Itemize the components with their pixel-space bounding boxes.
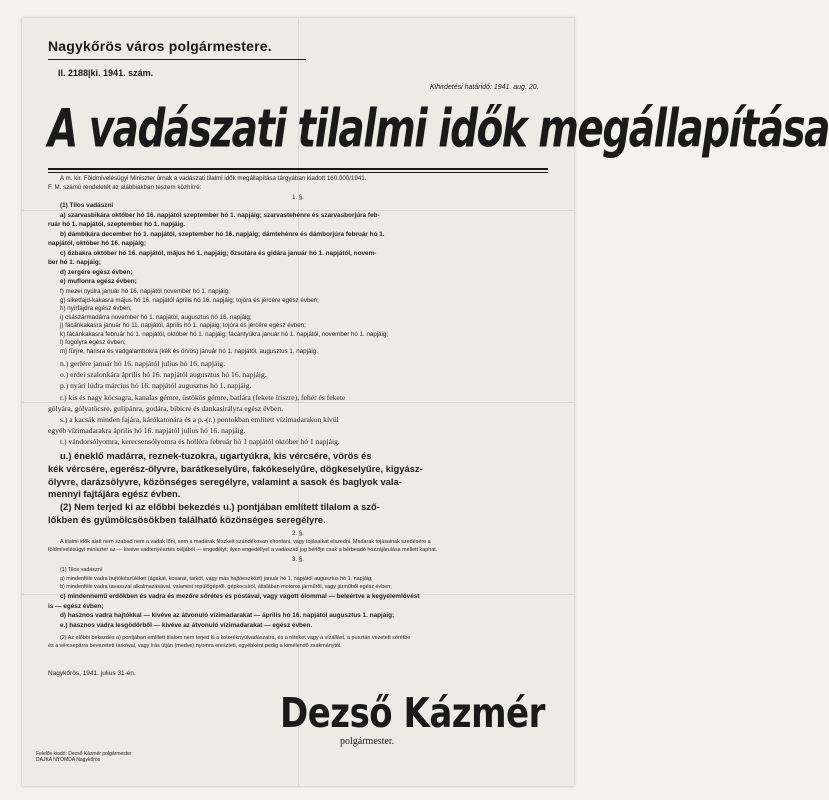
headline-rule-bottom (48, 172, 548, 173)
section-1-large-list: u.) éneklő madárra, reznek-tuzokra, ugartyúkra, kis vércsére, vörös és kék vércsére, egerész-ölyvre, barátkeselyűre, fakókeselyűre, dögkeselyűre, kigyász- ölyvre, darázsölyvre, közönséges seregélyre, valamint a sasok és baglyok vala- mennyi fajtájára egész évben. (2) Nem terjed ki az előbbi bekezdés u.) pontjában említett tilalom a sző- lőkben és gyümölcsösökben található közönséges seregélyre. (48, 450, 423, 525)
intro-text: A m. kir. Földmívelésügyi Miniszter úrnak a vadászati tilalmi idők megállapítása tárgyában kiadott 160.000/1941. F. M. számú rendeletét az alábbiakban teszem közhírré: (48, 175, 367, 191)
section-3-bold-list: c) mindennemű erdőkben és vadra és mezőre sőrétes és póstával, vagy vágott ólommal — beleértve a kegyelemlövést is — egész évben; d) hasznos vadra hajtókkal — kivéve az átvonuló vízimadarakat — április hó 16. napjától augusztus 1. napjáig; e.) hasznos vadra lesgödörből — kivéve az átvonuló vízimadarakat — egész évben. (48, 593, 420, 629)
reference-number: II. 2188|ki. 1941. szám. (58, 68, 154, 78)
issuing-office: Nagykőrös város polgármestere. (48, 38, 272, 54)
section-1-mid-list: n.) gerlére január hó 16. napjától julius hó 16. napjáig. o.) erdei szalonkára április hó 16. napjától augusztus hó 16. napjáig. p.) nyári lúdra március hó 16. napjától augusztus hó 1. napjáig. r.) kis és nagy kócsagra, kanalas gémre, üstökös gémre, batlára (fekete íriszre), fehér és fekete gólyára, gólyatöcsre, gulipánra, godára, bibicre és dankasirályra egész évben. s.) a kacsák minden fajára, kárókatonára és a p.-(r.) pontokban említett vízimadarakon kívül egyéb vízimadarakra április hó 16. napjától julius hó 16. napjáig. t.) vándorsólyomra, kerecsensólyomra és hollóra február hó 1 napjától október hó 1 napjáig. (48, 359, 346, 447)
poster-sheet (22, 18, 829, 786)
place-and-date: Nagykőrös, 1941. julius 31-én. (48, 670, 136, 677)
section-2-text: A tilalmi idők alatt nem szabad nem a vadak lőni, sem a madárak fészkeit szándékosan elrontani, vagy tojásaikat elszedni. Madarak tojásainak szedésére a földmívelésügyi miniszter az — kivéve vadtenyésztés céljából — engedélyt; ilyen engedéllyel a vadászati jog bérlője csak a bérbeadó hozzájárulása mellett kaphat. (48, 539, 438, 553)
section-3-note: (2) Az előbbi bekezdés a) pontjában említett tilalom nem terjed ki a kotoréknyúlvadászatra, és a réteket vagy a vízállást, a pusztán vezetett sörétbe és a vércsepárra bevezetett tarkóval, vagy írás útján (medve) nyomra ereszteti, egyébként pedig a kimélendő zsákmánytól. (48, 635, 411, 649)
section-3-heading: 3. §. (292, 557, 304, 563)
section-1-heading: 1. §. (292, 195, 304, 201)
announcement-deadline: Kihirdetési határidő: 1941. aug. 20. (430, 84, 539, 91)
section-2-heading: 2. §. (292, 531, 304, 537)
headline-rule-top (48, 168, 548, 170)
signatory-name: Dezső Kázmér (280, 690, 545, 738)
section-1-bold-list: (1) Tilos vadászni a) szarvasbikára október hó 16. napjától szeptember hó 1. napjáig; szarvastehénre és szarvasborjúra feb- ruár hó 1. napjától, szeptember hó 1. napjáig. b) dámbikára december hó 1. napjától, szeptember hó 16. napjáig; dámtehénre és dámborjúra február hó 1. napjától, október hó 16. napjáig; c) őzbakra október hó 16. napjától, május hó 1. napjáig; őzsutára és gidára január hó 1. napjától, novem- ber hó 1. napjáig; d) zergére egész évben; e) muflonra egész évben; (48, 202, 385, 285)
office-underline (48, 59, 306, 60)
printer-imprint: Felelős kiadó: Dezső Kázmér polgármester DAJKA NYOMDA Nagykőrös (36, 751, 132, 763)
section-3-small-list: (1) Tilos vadászni a) mindenféle vadra bujtókészüléket (ágakat, kosarat, tarkót, vagy más hajtóeszközt) január hó 1. napjától augusztus hó 1. napjáig; b) mindenféle vadra tavasszal alkalmazásával, valamint repülőgépről, gépkocsiról, általában motoros járműről, vagy járműből egész évben; (60, 567, 392, 590)
poster-headline: A vadászati tilalmi idők megállapítása (48, 99, 829, 161)
signatory-title: polgármester. (340, 736, 395, 747)
section-1-small-list: f) mezei nyúlra január hó 16. napjától november hó 1. napjáig; g) siketfajd-kakasra május hó 16. napjától április hó 16. napjáig; tojóra és jércére egész évben; h) nyírfajdra egész évben; i) császármadárra november hó 1. napjától, augusztus hó 16. napjáig; j) fácánkakasra január hó 11. napjától, április hó 1. napjáig; tojóra és jércére egész évben; k) fácánkakasra február hó 1. napjától, október hó 1. napjáig; fácántyúkra január hó 1. napjától, november hó 1. napjáig; l) fogolyra egész évben; m) fürjre, harisra és vadgalambokra (kék és örvös) január hó 1. napjától, augusztus 1. napjáig. (60, 288, 389, 355)
